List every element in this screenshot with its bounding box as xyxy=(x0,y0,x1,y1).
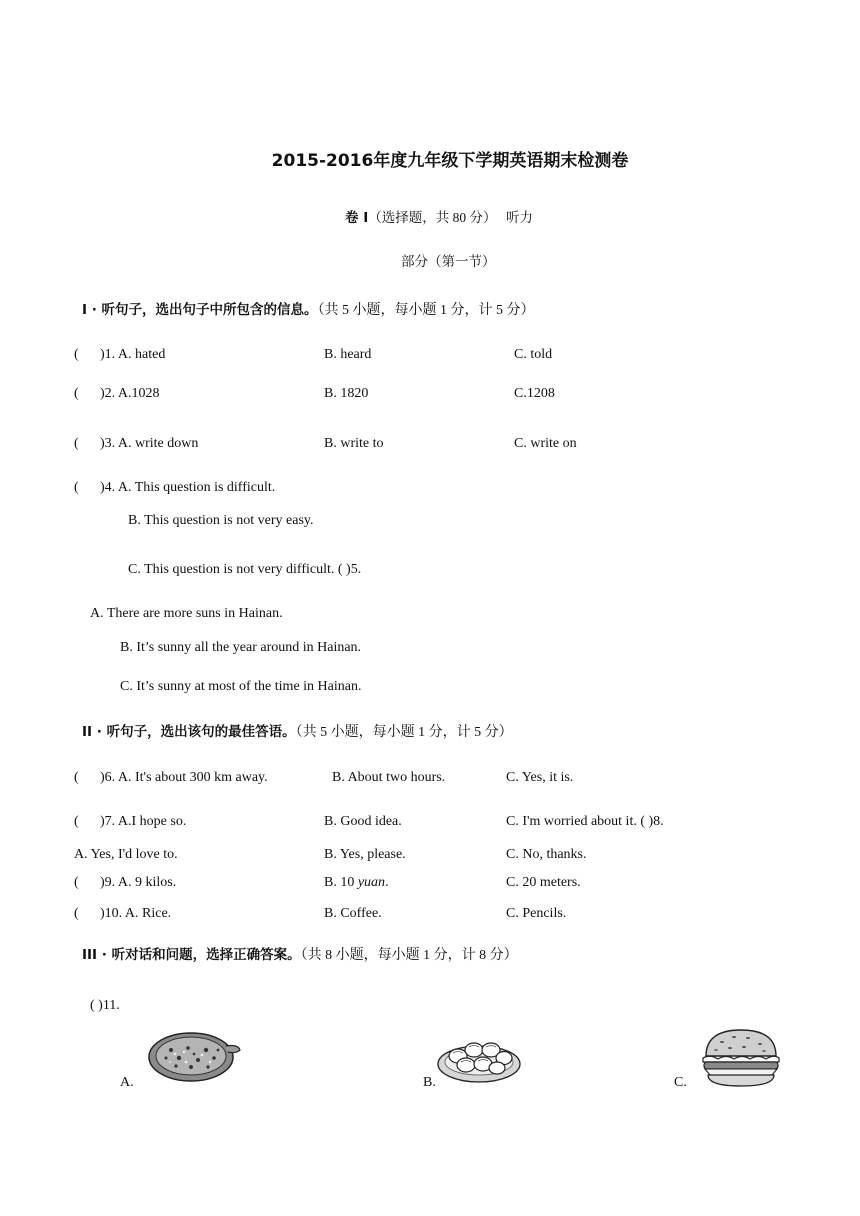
question-5-option-b: B. It’s sunny all the year around in Hainan. xyxy=(120,640,362,655)
dumplings-image[interactable] xyxy=(436,1024,522,1086)
question-4-option-c: C. This question is not very difficult. ( )5. xyxy=(128,562,362,577)
question-11-option-b: B. xyxy=(423,1075,436,1090)
question-6-option-b: B. About two hours. xyxy=(332,770,446,785)
answer-paren[interactable]: ( xyxy=(74,386,79,401)
question-7 xyxy=(74,814,186,830)
answer-paren[interactable]: ( xyxy=(74,770,79,785)
question-7-option-b: B. Good idea. xyxy=(324,814,402,829)
question-9 xyxy=(74,875,176,891)
pizza-image[interactable] xyxy=(146,1028,242,1084)
section-3-title: III · 听对话和问题，选择正确答案。 xyxy=(82,947,301,963)
answer-paren[interactable]: ( xyxy=(74,906,79,921)
volume-tail: 听力 xyxy=(505,210,533,226)
question-1 xyxy=(74,347,165,363)
volume-line xyxy=(345,206,533,227)
question-10 xyxy=(74,906,171,922)
section-2-note: （共 5 小题，每小题 1 分，计 5 分） xyxy=(295,725,513,740)
question-10-option-c: C. Pencils. xyxy=(506,906,567,921)
option-b-prefix: B. 10 xyxy=(324,875,358,890)
question-11-option-c: C. xyxy=(674,1075,687,1090)
question-6 xyxy=(74,770,268,786)
question-6-option-c: C. Yes, it is. xyxy=(506,770,574,785)
question-10-option-a: )10. A. Rice. xyxy=(100,906,172,921)
question-2-option-c: C.1208 xyxy=(514,386,555,401)
section-1-heading xyxy=(82,298,535,319)
question-9-option-c: C. 20 meters. xyxy=(506,875,581,890)
answer-paren[interactable]: ( xyxy=(74,480,79,495)
question-4-option-b: B. This question is not very easy. xyxy=(128,513,314,528)
question-7-option-c: C. I'm worried about it. ( )8. xyxy=(506,814,664,829)
section-1-note: （共 5 小题，每小题 1 分，计 5 分） xyxy=(317,303,535,318)
question-1-option-c: C. told xyxy=(514,347,553,362)
question-3-option-b: B. write to xyxy=(324,436,384,451)
question-6-option-a: )6. A. It's about 300 km away. xyxy=(100,770,268,785)
question-8-option-c: C. No, thanks. xyxy=(506,847,587,862)
section-2-heading xyxy=(82,720,513,741)
question-3-option-a: )3. A. write down xyxy=(100,436,199,451)
question-5-option-a: A. There are more suns in Hainan. xyxy=(90,606,283,621)
volume-note: （选择题，共 80 分） xyxy=(368,210,497,225)
question-2 xyxy=(74,386,160,402)
hamburger-image[interactable] xyxy=(700,1026,782,1090)
question-3 xyxy=(74,436,198,452)
question-4-option-a: )4. A. This question is difficult. xyxy=(100,480,276,495)
page-title: 2015-2016年度九年级下学期英语期末检测卷 xyxy=(271,151,629,171)
question-1-option-b: B. heard xyxy=(324,347,372,362)
section-3-heading xyxy=(82,943,518,964)
question-7-option-a: )7. A.I hope so. xyxy=(100,814,187,829)
question-11-stem[interactable]: ( )11. xyxy=(90,998,120,1013)
question-9-option-b xyxy=(324,875,389,891)
answer-paren[interactable]: ( xyxy=(74,347,79,362)
option-b-suffix: . xyxy=(385,875,389,890)
section-3-note: （共 8 小题，每小题 1 分，计 8 分） xyxy=(300,948,518,963)
question-3-option-c: C. write on xyxy=(514,436,577,451)
question-4 xyxy=(74,480,275,496)
question-8-option-a: A. Yes, I'd love to. xyxy=(74,847,178,862)
question-5-option-c: C. It’s sunny at most of the time in Hainan. xyxy=(120,679,362,694)
section-1-title: I · 听句子，选出句子中所包含的信息。 xyxy=(82,302,318,318)
question-11-option-a: A. xyxy=(120,1075,134,1090)
answer-paren[interactable]: ( xyxy=(74,436,79,451)
question-8-option-b: B. Yes, please. xyxy=(324,847,406,862)
question-2-option-b: B. 1820 xyxy=(324,386,369,401)
question-1-option-a: )1. A. hated xyxy=(100,347,166,362)
section-2-title: II · 听句子，选出该句的最佳答语。 xyxy=(82,724,296,740)
question-9-option-a: )9. A. 9 kilos. xyxy=(100,875,177,890)
volume-label: 卷 I xyxy=(345,210,369,226)
question-2-option-a: )2. A.1028 xyxy=(100,386,160,401)
answer-paren[interactable]: ( xyxy=(74,875,79,890)
option-b-unit: yuan xyxy=(357,875,386,890)
part-label: 部分（第一节） xyxy=(401,254,496,270)
question-10-option-b: B. Coffee. xyxy=(324,906,382,921)
answer-paren[interactable]: ( xyxy=(74,814,79,829)
